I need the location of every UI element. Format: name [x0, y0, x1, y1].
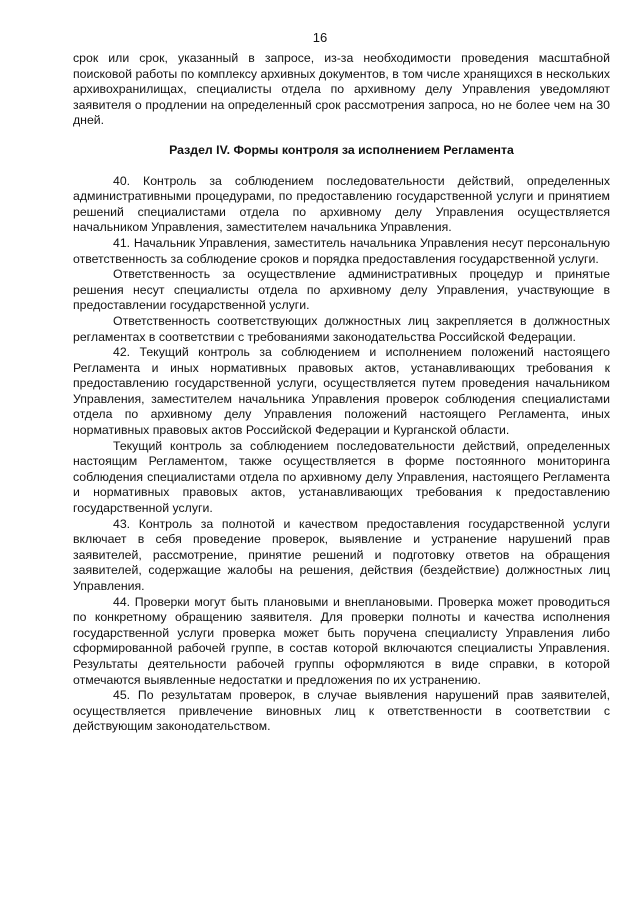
page-number: 16: [312, 30, 328, 45]
paragraph-44: 44. Проверки могут быть плановыми и внеплановыми. Проверка может проводиться по конкретному обращению заявителя. Для проверки полноты и качества исполнения государственной услуги проверка может быть поручена специалисту Управления либо сформированной рабочей группе, в состав которой включаются специалисты Управления. Результаты деятельности рабочей группы оформляются в виде справки, в которой отмечаются выявленные недостатки и предложения по их устранению.: [73, 594, 610, 687]
paragraph-41-responsibility-procedures: Ответственность за осуществление административных процедур и принятые решения несут специалисты отдела по архивному делу Управления, участвующие в предоставлении государственной услуги.: [73, 267, 610, 313]
paragraph-42: 42. Текущий контроль за соблюдением и исполнением положений настоящего Регламента и иных нормативных правовых актов, устанавливающих требования к предоставлению государственной услуги, осуществляется путем проведения начальником Управления, заместителем начальника Управления проверок соблюдения специалистами отдела по архивному делу Управления положений настоящего Регламента, иных нормативных правовых актов Российской Федерации и Курганской области.: [73, 345, 610, 438]
paragraph-45: 45. По результатам проверок, в случае выявления нарушений прав заявителей, осуществляется привлечение виновных лиц к ответственности в соответствии с действующим законодательством.: [73, 688, 610, 734]
paragraph-41-responsibility-officials: Ответственность соответствующих должностных лиц закрепляется в должностных регламентах в соответствии с требованиями законодательства Российской Федерации.: [73, 313, 610, 344]
paragraph-41: 41. Начальник Управления, заместитель начальника Управления несут персональную ответственность за соблюдение сроков и порядка предоставления государственной услуги.: [73, 235, 610, 266]
intro-paragraph: срок или срок, указанный в запросе, из-за необходимости проведения масштабной поисковой работы по комплексу архивных документов, в том числе хранящихся в нескольких архивохранилищах, специалисты отдела по архивному делу Управления уведомляют заявителя о продлении на определенный срок рассмотрения запроса, но не более чем на 30 дней.: [73, 51, 610, 128]
paragraph-43: 43. Контроль за полнотой и качеством предоставления государственной услуги включает в себя проведение проверок, выявление и устранение нарушений прав заявителей, рассмотрение, принятие решений и подготовку ответов на обращения заявителей, содержащие жалобы на решения, действия (бездействие) должностных лиц Управления.: [73, 516, 610, 593]
section-title: Раздел IV. Формы контроля за исполнением Регламента: [169, 142, 514, 157]
document-body: [73, 51, 610, 735]
paragraph-40: 40. Контроль за соблюдением последовательности действий, определенных административными процедурами, по предоставлению государственной услуги и принятием решений специалистами отдела по архивному делу Управления осуществляется начальником Управления, заместителем начальника Управления.: [73, 173, 610, 235]
paragraph-42-monitoring: Текущий контроль за соблюдением последовательности действий, определенных настоящим Регламентом, также осуществляется в форме постоянного мониторинга соблюдения специалистами отдела по архивному делу Управления, настоящего Регламента и нормативных правовых актов, устанавливающих требования к предоставлению государственной услуги.: [73, 438, 610, 516]
